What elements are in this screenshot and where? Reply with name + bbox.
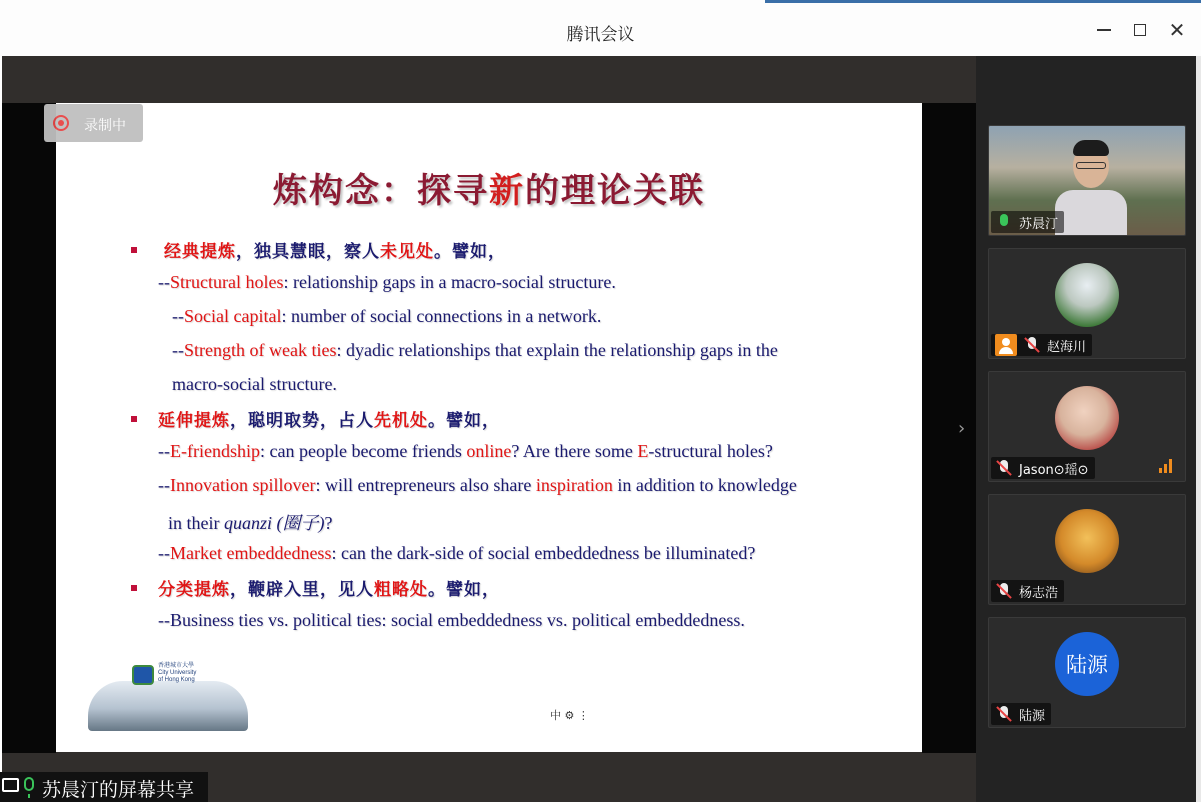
taskbar-strip	[765, 0, 1201, 3]
slide-line: --Business ties vs. political ties: social embeddedness vs. political embeddedness.	[158, 610, 745, 630]
microphone-muted-icon	[995, 705, 1013, 723]
bullet-heading-1	[164, 237, 506, 262]
minimize-button[interactable]	[1090, 16, 1118, 44]
participant-tile[interactable]	[988, 371, 1186, 482]
line-prefix: --	[158, 543, 170, 563]
person-glasses	[1076, 162, 1106, 169]
line-text: : will entrepreneurs also share	[315, 475, 536, 495]
person-hair	[1073, 140, 1109, 156]
presentation-slide	[56, 103, 922, 752]
slide-line	[172, 306, 601, 327]
bullet-heading-2	[158, 406, 500, 431]
participant-nametag	[991, 334, 1092, 356]
participant-avatar	[1055, 386, 1119, 450]
ime-toolbar[interactable]: 中 ⚙ ⋮	[550, 709, 589, 722]
line-term: E	[637, 441, 649, 461]
screen-share-icon	[2, 778, 19, 792]
screen-share-label: 苏晨汀的屏幕共享	[42, 779, 195, 801]
slide-line	[158, 441, 773, 462]
slide-line	[172, 340, 778, 361]
line-term: Structural holes	[170, 272, 284, 292]
line-text: : dyadic relationships that explain the relationship gaps in the	[336, 340, 778, 360]
line-term: E-friendship	[170, 441, 260, 461]
microphone-muted-icon	[1023, 336, 1041, 354]
bullet-heading-red: 粗略处	[374, 580, 428, 600]
participant-initials-avatar: 陆源	[1055, 632, 1119, 696]
logo-text	[158, 663, 196, 684]
slide-title-part2: 的理论关联	[525, 171, 705, 211]
line-term: inspiration	[535, 475, 613, 495]
bullet-heading-red: 经典提炼	[164, 242, 236, 262]
bullet-heading-text: 。譬如，	[434, 242, 506, 262]
line-prefix: --	[158, 272, 170, 292]
line-prefix: --	[158, 441, 170, 461]
line-text: ? Are there some	[511, 441, 638, 461]
microphone-muted-icon	[995, 459, 1013, 477]
line-term: Innovation spillover	[170, 475, 316, 495]
bullet-heading-red: 分类提炼	[158, 580, 230, 600]
participant-nametag	[991, 580, 1064, 602]
network-signal-icon	[1159, 459, 1177, 473]
line-text: ?	[324, 513, 333, 533]
participant-tile[interactable]	[988, 125, 1186, 236]
slide-title	[56, 163, 922, 212]
participant-tile[interactable]	[988, 617, 1186, 728]
line-prefix: --	[172, 306, 184, 326]
host-icon	[995, 334, 1017, 356]
line-term: Market embeddedness	[170, 543, 332, 563]
bullet-heading-3	[158, 575, 500, 600]
logo-text-en1: City University	[158, 670, 197, 676]
slide-line: macro-social structure.	[172, 374, 337, 394]
line-text: : relationship gaps in a macro-social structure.	[283, 272, 616, 292]
participant-avatar	[1055, 509, 1119, 573]
line-term: Social capital	[184, 306, 282, 326]
bullet-heading-red: 延伸提炼	[158, 411, 230, 431]
record-dot-icon	[53, 115, 69, 131]
bullet-heading-text: 。譬如，	[428, 580, 500, 600]
slide-title-part1: 炼构念：探寻	[273, 171, 489, 211]
bullet-marker	[131, 247, 137, 253]
participant-nametag	[991, 703, 1051, 725]
recording-label: 录制中	[84, 118, 126, 134]
bullet-marker	[131, 585, 137, 591]
participant-tile[interactable]	[988, 248, 1186, 359]
line-text: : can the dark-side of social embeddedness be illuminated?	[331, 543, 756, 563]
microphone-icon	[24, 777, 34, 791]
logo-text-cn: 香港城市大學	[158, 663, 195, 669]
line-text: in addition to knowledge	[612, 475, 797, 495]
line-prefix: --	[172, 340, 184, 360]
participant-nametag	[991, 211, 1064, 233]
screen-share-tag	[0, 772, 208, 802]
title-bar	[0, 0, 1201, 56]
line-term: Strength of weak ties	[184, 340, 337, 360]
microphone-on-icon	[995, 213, 1013, 231]
letterbox-right	[922, 103, 976, 753]
participant-name: 陆源	[1019, 708, 1046, 724]
minimize-icon	[1097, 29, 1111, 31]
slide-line	[168, 509, 333, 535]
slide-line	[158, 272, 616, 293]
microphone-muted-icon	[995, 582, 1013, 600]
participant-nametag	[991, 457, 1095, 479]
panel-border	[1196, 56, 1201, 802]
bullet-marker	[131, 416, 137, 422]
participant-avatar	[1055, 263, 1119, 327]
participant-name: 杨志浩	[1019, 585, 1059, 601]
recording-indicator[interactable]	[44, 104, 143, 142]
line-text: in their	[168, 513, 224, 533]
bullet-heading-red: 未见处	[380, 242, 434, 262]
bullet-heading-red: 先机处	[374, 411, 428, 431]
letterbox-left	[2, 103, 56, 753]
bullet-heading-text: ，鞭辟入里，见人	[230, 580, 374, 600]
participant-tile[interactable]	[988, 494, 1186, 605]
crest-icon	[132, 665, 154, 685]
bullet-heading-text: ，独具慧眼，察人	[236, 242, 380, 262]
close-icon: ✕	[1168, 18, 1186, 42]
participant-video	[1061, 144, 1119, 230]
line-italic: quanzi (圈子)	[224, 513, 325, 533]
window-title: 腾讯会议	[566, 25, 635, 45]
participant-name: Jason⊙瑶⊙	[1019, 462, 1089, 478]
slide-line	[158, 543, 755, 564]
chevron-right-icon[interactable]: ›	[958, 418, 966, 439]
line-prefix: --	[158, 475, 170, 495]
university-logo	[84, 661, 249, 731]
campus-image	[88, 681, 248, 731]
close-button[interactable]	[1163, 16, 1191, 44]
maximize-button[interactable]	[1126, 16, 1154, 44]
slide-line	[158, 475, 797, 496]
bullet-heading-text: 。譬如，	[428, 411, 500, 431]
person-body	[1055, 190, 1127, 236]
bullet-heading-text: ，聪明取势，占人	[230, 411, 374, 431]
logo-text-en2: of Hong Kong	[158, 677, 195, 683]
line-text: : can people become friends	[259, 441, 467, 461]
line-text: : number of social connections in a network.	[281, 306, 602, 326]
participant-name: 赵海川	[1047, 339, 1087, 355]
slide-title-highlight: 新	[489, 171, 525, 211]
line-text: -structural holes?	[648, 441, 773, 461]
maximize-icon	[1134, 24, 1146, 36]
participant-name: 苏晨汀	[1019, 216, 1059, 232]
line-term: online	[466, 441, 512, 461]
